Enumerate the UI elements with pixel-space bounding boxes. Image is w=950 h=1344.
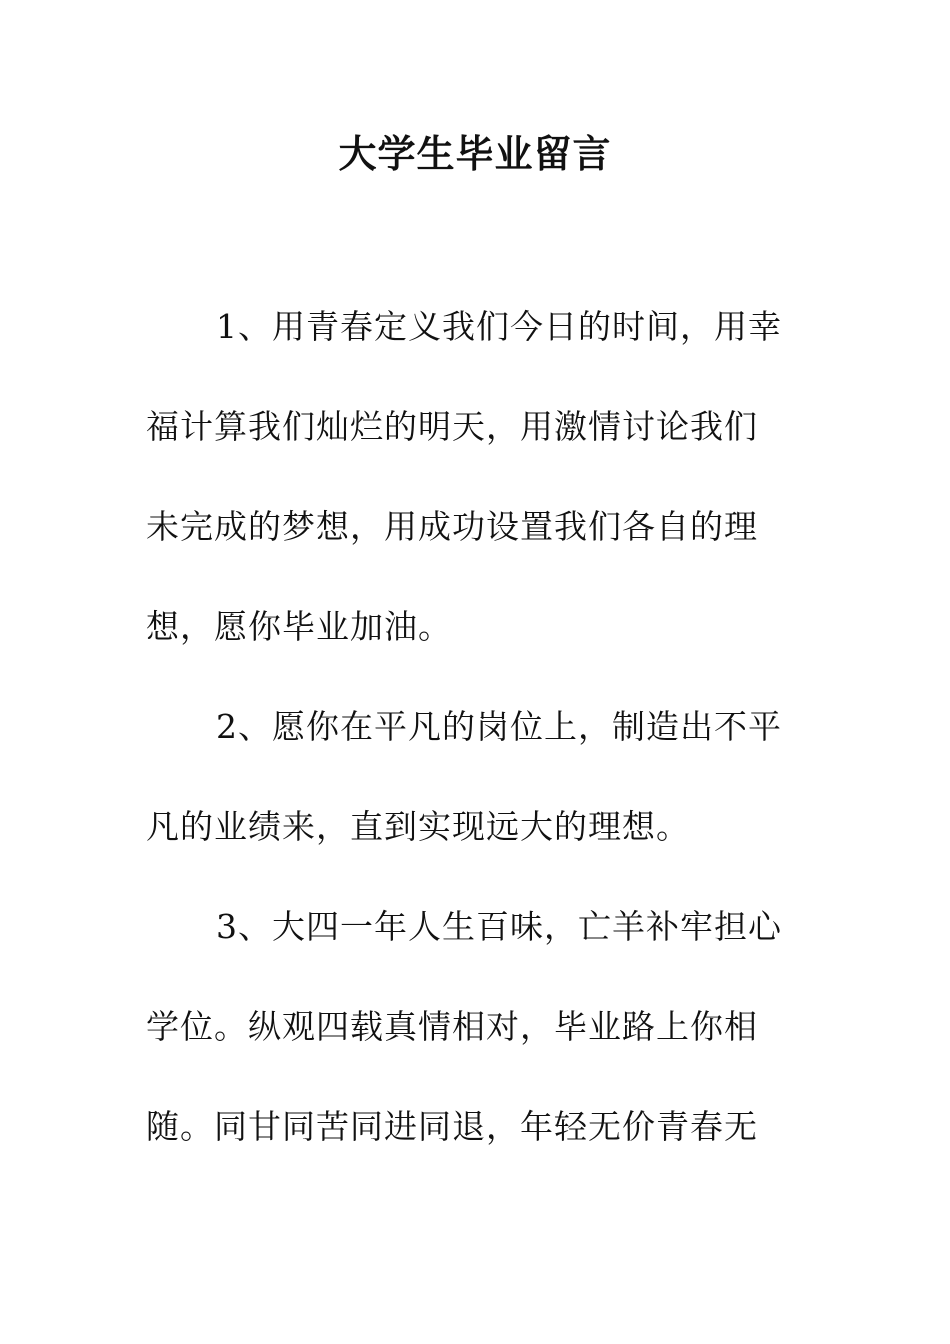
paragraph-2-line-2: 凡的业绩来，直到实现远大的理想。 (146, 807, 690, 846)
paragraph-3-line-1: 3、大四一年人生百味，亡羊补牢担心 (216, 907, 782, 946)
paragraph-1-line-2: 福计算我们灿烂的明天，用激情讨论我们 (146, 407, 758, 446)
document-body (146, 294, 806, 1194)
paragraph-3-line-3: 随。同甘同苦同进同退，年轻无价青春无 (146, 1107, 758, 1146)
paragraph-3-line-2: 学位。纵观四载真情相对，毕业路上你相 (146, 1007, 758, 1046)
paragraph-1-line-4: 想，愿你毕业加油。 (146, 607, 452, 646)
document-title: 大学生毕业留言 (338, 132, 612, 176)
paragraph-2-line-1: 2、愿你在平凡的岗位上，制造出不平 (216, 707, 782, 746)
paragraph-1-line-3: 未完成的梦想，用成功设置我们各自的理 (146, 507, 758, 546)
paragraph-1-line-1: 1、用青春定义我们今日的时间，用幸 (216, 307, 782, 346)
